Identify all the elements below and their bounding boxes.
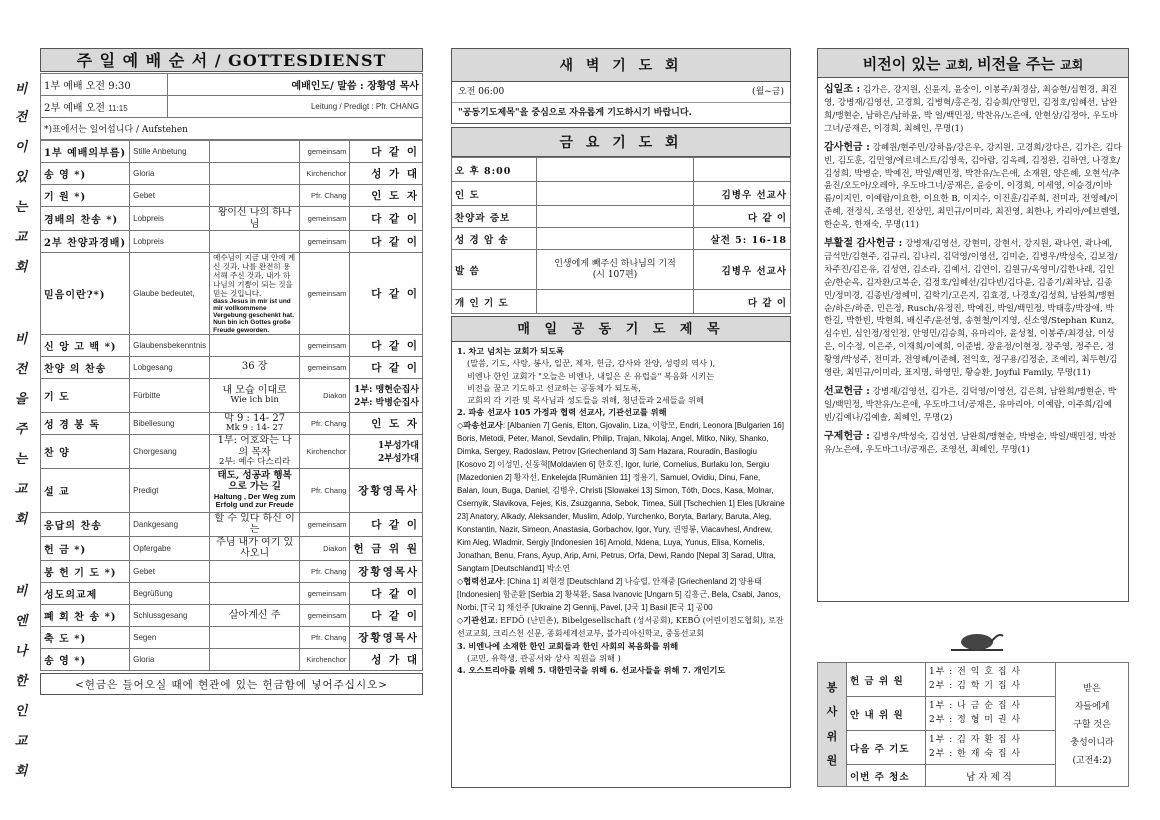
order-item-detail-2: 2부: 예수 다스리라 xyxy=(219,457,291,468)
order-item-ko: 경배의 찬송 *) xyxy=(41,207,130,231)
offering-list-box xyxy=(817,78,1129,602)
side-char: 회 xyxy=(14,764,28,779)
order-item-detail-2: Haltung , Der Weg zum Erfolg und zur Freude xyxy=(213,491,296,510)
order-item-leader: 다 같 이 xyxy=(371,146,419,158)
dawn-note: "공동기도제목"을 중심으로 자유롭게 기도하시기 바랍니다. xyxy=(458,108,692,118)
partner-label: ◇협력선교사 xyxy=(457,575,503,586)
service-verse-line: (고전4:2) xyxy=(1072,755,1112,766)
friday-leader: 김병우 선교사 xyxy=(694,182,791,206)
order-item-who: gemeinsam xyxy=(300,334,350,356)
side-char: 회 xyxy=(14,512,28,527)
order-item-de: Lobpreis xyxy=(130,231,210,253)
service-times xyxy=(40,73,423,140)
creed-ko: 예수님이 지금 내 안에 계신 것과, 나를 완전히 용서해 주신 것과, 내가 하나님의 기쁨이 되는 것을 믿는 것입니다. xyxy=(213,253,296,298)
order-item-detail-2: Mk 9 : 14- 27 xyxy=(225,423,284,434)
organization-label: ◇기관선교 xyxy=(457,614,495,625)
order-item-who: Pfr. Chang xyxy=(300,626,350,648)
order-item-ko: 성도의교제 xyxy=(41,582,130,604)
organization-missions xyxy=(457,614,785,640)
service-duty-1: 1부 : 나 금 순 집 사 xyxy=(929,701,1022,711)
offering-section-head: 선교헌금 : xyxy=(824,385,870,397)
friday-row xyxy=(452,250,791,290)
worship-order-title: 주 일 예 배 순 서 / GOTTESDIENST xyxy=(40,48,423,72)
order-item-leader: 다 같 이 xyxy=(371,609,419,622)
order-row xyxy=(41,356,423,378)
prayer-item-1-lines xyxy=(457,357,785,406)
side-char: 전 xyxy=(14,362,28,377)
prayer-line: 비엔나 한인 교회가 "오늘은 비엔나, 내일은 온 유럽을" 복음화 시키는 xyxy=(467,370,715,381)
dispatched-label: ◇파송선교사 xyxy=(457,419,503,430)
order-item-detail: 할 수 있다 하신 이는 xyxy=(214,512,295,536)
order-item-who: gemeinsam xyxy=(300,231,350,253)
order-item-de: Fürbitte xyxy=(130,378,210,412)
service-duty-1: 1부 : 전 익 호 집 사 xyxy=(929,667,1022,677)
order-item-detail: 살아계신 주 xyxy=(228,609,281,621)
service-duty-1: 1부 : 김 자 환 집 사 xyxy=(929,735,1022,745)
friday-row xyxy=(452,206,791,228)
side-char: 교 xyxy=(14,230,28,245)
order-item-leader: 다 같 이 xyxy=(371,236,419,248)
partner-list: : [China 1] 최현경 [Deutschland 2] 나승렬, 안재중 [Griechenland 2] 양용태[Indonesien] 함준환 [Serbia 2] 황북환, Sasa Ivanovic [Ungarn 5] 김흥근, Bela, Csabi, Janos, Norbi, [T국 1] 채선주 [Ukraine 2] Gennij, Pavel, [J국 1] Basil [E국 1] 공00 xyxy=(457,576,781,612)
vision-title xyxy=(817,48,1129,78)
order-item-leader: 인 도 자 xyxy=(371,190,419,202)
side-char: 비 xyxy=(14,332,28,347)
side-char: 있 xyxy=(14,170,28,185)
dispatched-list: : [Albanien 7] Genis, Elton, Gjovalin, Liza, 이향모, Endri, Leonora [Bulgarien 16] Boris, Metodi, Peter, Manol, Sevdalin, Philip, Trajan, Nikolaj, Angel, Mitko, Niky, Shanko, Dimka, Sergey, Radoslaw, Petrov [Griechenland 3] Sam Hazara, Rouradin, Basilogiu [Kosovo 2] 이성민, 신동혁[Moldavien 6] 한호진, Igor, Iurie, Cornelius, Burlaku Ion, Sergiu [Mazedonien 2] 황자선, Enkelejda [Rumänien 11] 정용기, Samuel, Ovidiu, Dinu, Fane, Balan, Ioun, Buga, Daniel, 김병우, Christi [Slowakei 13] Simon, Tóth, Docs, Kasa, Molnar, Csernyik, Slavikova, Fejes, Kis, Zsuzganna, Sebok, Timea, Süll [Tschechien 1] Eles [Ukraine 23] Anatory, Alkady, Aleksander, Muslim, Adolp, Yurchenko, Boryta, Barlary, Baruta, Aleg, Konstantin, Nazir, Simeon, Anastasia, Gorbachov, Igor, Yury, 권영봉, Viacavhesl, Andrew, Kim Aleg, Wladmir, Sergiy [Indonesien 16] Arnold, Ndena, Luya, Yunus, Elisa, Kornelis, Jonathan, Benu, Frans, Ayup, Arip, Arni, Petrus, Orfa, Dewi, Rando [Nepal 3] Sarad, Ultra, Sangtam [Deutschland1] 박소연 xyxy=(457,420,785,573)
order-item-de: Gebet xyxy=(130,560,210,582)
order-item-ko: 폐 회 찬 송 *) xyxy=(41,604,130,626)
friday-leader: 다 같 이 xyxy=(694,290,791,314)
order-item-de: Segen xyxy=(130,626,210,648)
order-item-ko: 봉 헌 기 도 *) xyxy=(41,560,130,582)
order-item-ko: 기 도 xyxy=(41,378,130,412)
friday-leader xyxy=(694,158,791,182)
order-item-who: gemeinsam xyxy=(300,512,350,536)
friday-detail: 인생에게 빼주신 하나님의 기적 xyxy=(554,259,676,270)
friday-label: 인 도 xyxy=(452,182,537,206)
prayer-line: 비전을 꿈고 기도하고 선교하는 공동체가 되도록, xyxy=(467,382,641,393)
prayer-item-2: 2. 파송 선교사 105 가정과 협력 선교사, 기관선교를 위해 xyxy=(457,407,667,418)
side-char: 는 xyxy=(14,452,28,467)
order-item-de: Gebet xyxy=(130,185,210,207)
order-item-de: Lobgesang xyxy=(130,356,210,378)
offering-section-head: 부활절 감사헌금 : xyxy=(824,238,903,250)
order-item-de: Schlussgesang xyxy=(130,604,210,626)
order-item-who: Diakon xyxy=(300,536,350,560)
service-committee-table xyxy=(817,662,1129,787)
order-item-de: Chorgesang xyxy=(130,434,210,468)
order-item-leader: 다 같 이 xyxy=(371,361,419,374)
service-verse-line: 자들에게 xyxy=(1074,701,1110,712)
order-row xyxy=(41,253,423,335)
prayer-line: (말씀, 기도, 사랑, 봉사, 일꾼, 제자, 헌금, 감사와 찬양, 성령의 역사 ), xyxy=(467,358,716,369)
service-duty-2: 2부 : 김 학 기 집 사 xyxy=(929,680,1022,691)
order-item-who: gemeinsam xyxy=(300,582,350,604)
order-item-de: Opfergabe xyxy=(130,536,210,560)
side-char: 비 xyxy=(14,584,28,599)
order-row xyxy=(41,536,423,560)
dispatched-missionaries xyxy=(457,419,785,575)
order-row xyxy=(41,468,423,512)
service-label: 안 내 위 원 xyxy=(847,697,926,731)
order-item-detail: 내 모습 이대로 xyxy=(222,384,287,396)
friday-prayer-title: 금 요 기 도 회 xyxy=(451,127,791,157)
side-char: 한 xyxy=(14,674,28,689)
friday-row xyxy=(452,182,791,206)
friday-detail-2: (시 107편) xyxy=(592,269,638,280)
worship-order xyxy=(40,48,423,695)
order-item-who: Pfr. Chang xyxy=(300,468,350,512)
service2-info: Leitung / Predigt : Pfr. CHANG xyxy=(168,96,423,118)
order-item-ko: 1부 예배의부름) xyxy=(41,141,130,163)
prayer-item-1: 1. 차고 넘치는 교회가 되도록 xyxy=(457,346,564,356)
prayer-item-3: 3. 비엔나에 소재한 한인 교회들과 한인 사회의 복음화를 위해 xyxy=(457,640,679,651)
side-char: 이 xyxy=(14,140,28,155)
service-row xyxy=(818,663,1129,697)
service1-label: 1부 예배 오전 xyxy=(44,81,106,92)
service-duty: 남자제직 xyxy=(926,765,1056,787)
service2-label: 2부 예배 오전 xyxy=(44,103,106,114)
dawn-prayer-title: 새 벽 기 도 회 xyxy=(451,48,791,82)
order-item-who: Diakon xyxy=(300,378,350,412)
side-char: 는 xyxy=(14,200,28,215)
order-item-leader: 헌 금 위 원 xyxy=(353,542,419,555)
dawn-time: 오전 06:00 xyxy=(458,87,505,97)
order-item-leader: 다 같 이 xyxy=(371,518,419,531)
order-row xyxy=(41,185,423,207)
order-item-ko: 송 영 *) xyxy=(41,163,130,185)
side-char: 엔 xyxy=(14,614,28,629)
order-item-leader: 장황영목사 xyxy=(358,631,419,644)
offering-section xyxy=(824,236,1122,380)
friday-leader: 김병우 선교사 xyxy=(694,250,791,290)
vision-title-a: 비전이 있는 xyxy=(862,55,946,73)
order-item-de: Begrüßung xyxy=(130,582,210,604)
order-item-leader-2: 2부: 박병순집사 xyxy=(354,398,419,409)
order-item-ko: 축 도 *) xyxy=(41,626,130,648)
order-item-who: Pfr. Chang xyxy=(300,412,350,434)
service2-time: 11:15 xyxy=(108,104,128,113)
order-item-detail-2: Wie ich bin xyxy=(230,395,279,406)
offering-section xyxy=(824,140,1122,232)
order-item-leader: 인 도 자 xyxy=(371,417,419,430)
service1-info: 예배인도/ 말씀 : 장황영 목사 xyxy=(168,74,423,96)
service-side-char: 사 xyxy=(826,705,838,719)
order-row xyxy=(41,412,423,434)
order-row xyxy=(41,626,423,648)
service-verse-line: 구할 것은 xyxy=(1073,719,1111,730)
offering-section-names: 강병재/김영선, 강현미, 강현서, 강지원, 곽나연, 곽나예, 금석만/김현주, 김규리, 김나리, 김덕영/이영선, 김미순, 김병우/박성숙, 김보정/차주진/김은유, 김성연, 김소라, 김예서, 김연이, 김원규/옥영미/김한나래, 김인순/한순옥, 김자환/고북순, 김정호/임혜선/김다빈/김다윤, 김종기/최차남, 김종민/정미경, 김종빈/정혜미, 김학기/고은지, 김효경, 나경호/김성희, 남완희/맹현순/하은/하준, 민은정, Rusch/유정진, 박예진, 박일/백민정, 박태홍/박장애, 박한길, 박한빈, 박현희, 배신주/윤선영, 송현철/이지영, 신소영/Stephan Kunz, 심수빈, 심인정/정인정, 안영민/김승희, 유마리아, 윤성철, 이봉주/최경삼, 이성은, 이수정, 이은주, 이재희/이예희, 이준범, 장윤정/이현정, 장주영, 정주은, 정황영/박성주, 전미과, 전영혜/이준혜, 전익호, 정구용/김정순, 조예리, 최두현/김영란, 최민규/이미라, 표지명, 하영민, 황승환, Joyful Family, 무명(11) xyxy=(824,239,1118,379)
order-item-de: Stille Anbetung xyxy=(130,141,210,163)
order-row xyxy=(41,434,423,468)
order-item-ko: 찬 양 xyxy=(41,434,130,468)
offering-section xyxy=(824,429,1122,457)
service-label: 다음 주 기도 xyxy=(847,731,926,765)
order-item-de: Glaubensbekenntnis xyxy=(130,334,210,356)
friday-row xyxy=(452,228,791,250)
service-side-char: 봉 xyxy=(826,681,838,695)
order-row xyxy=(41,231,423,253)
order-row xyxy=(41,378,423,412)
prayer-item-3-sub: (교민, 유학생, 관공서와 상사 직원을 위해 ) xyxy=(467,653,621,664)
order-item-de: Bibellesung xyxy=(130,412,210,434)
vision-title-c: 비전을 주는 xyxy=(977,55,1061,73)
friday-label: 찬양과 증보 xyxy=(452,206,537,228)
side-char: 나 xyxy=(14,644,28,659)
order-item-leader: 다 같 이 xyxy=(371,339,419,352)
friday-leader: 다 같 이 xyxy=(694,206,791,228)
order-row xyxy=(41,582,423,604)
offering-section-head: 십일조 : xyxy=(824,84,861,95)
order-item-who: Kirchenchor xyxy=(300,434,350,468)
order-item-ko: 송 영 *) xyxy=(41,648,130,670)
order-item-detail: 주님 내가 여기 있사오니 xyxy=(216,536,294,560)
order-item-who: Kirchenchor xyxy=(300,163,350,185)
order-item-de: Dankgesang xyxy=(130,512,210,536)
order-item-who: Kirchenchor xyxy=(300,648,350,670)
order-item-leader-2: 2부성가대 xyxy=(377,454,419,465)
order-item-who: gemeinsam xyxy=(300,207,350,231)
order-item-ko: 찬양 의 찬송 xyxy=(41,356,130,378)
order-item-who: Pfr. Chang xyxy=(300,560,350,582)
prayer-line: 교회의 각 기관 및 목사님과 성도들을 위해, 청년들과 2세들을 위해 xyxy=(467,395,704,406)
order-row xyxy=(41,163,423,185)
vision-title-d: 교회 xyxy=(1060,58,1084,72)
order-row xyxy=(41,648,423,670)
order-item-leader: 성 가 대 xyxy=(371,168,419,180)
order-item-leader: 1부성가대 xyxy=(377,441,419,452)
side-char: 전 xyxy=(14,110,28,125)
friday-leader: 살전 5: 16-18 xyxy=(694,228,791,250)
offering-section-names: 김가은, 강지원, 신윤지, 윤숭이, 이봉주/최경삼, 최승현/심현경, 최진영, 강병재/김영선, 고경희, 김병혁/홍은정, 김승희/안명민, 김정호/임혜선, 남완희/맹현순, 남하은/남하윤, 박 얼/백민정, 박찬유/노은애, 안현상/김정아, 우도바그너/공재은, 이경희, 최혜인, 무명(1) xyxy=(824,85,1118,134)
order-item-leader: 다 같 이 xyxy=(371,287,419,300)
stand-note: *)표에서는 일어섭니다 / Aufstehen xyxy=(41,118,423,140)
order-item-ko: 설 교 xyxy=(41,468,130,512)
friday-prayer-table xyxy=(451,157,791,314)
organization-list: : EFDÖ (난민촌), Bibelgesellschaft (성서공회), KEBÖ (어린이전도협회), 로잔선교교회, 크리스천 신문, 종회세계선교부, 블가리아신학교, 중동선교회 xyxy=(457,615,784,638)
order-item-ko: 성 경 봉 독 xyxy=(41,412,130,434)
friday-label: 개 인 기 도 xyxy=(452,290,537,314)
dawn-prayer-box xyxy=(451,82,791,124)
friday-label: 성 경 암 송 xyxy=(452,228,537,250)
service1-time: 9:30 xyxy=(108,81,131,92)
order-item-who: gemeinsam xyxy=(300,141,350,163)
order-item-detail: 1부: 어호와는 나의 목자 xyxy=(217,435,292,458)
service-label: 헌 금 위 원 xyxy=(847,663,926,697)
service-verse-line: 충성이니라 xyxy=(1070,737,1114,748)
side-char: 을 xyxy=(14,392,28,407)
daily-prayer-title: 매 일 공 동 기 도 제 목 xyxy=(451,316,791,342)
order-item-leader: 장황영목사 xyxy=(358,565,419,578)
side-char: 인 xyxy=(14,704,28,719)
order-item-who: gemeinsam xyxy=(300,604,350,626)
daily-prayer-box xyxy=(451,342,791,788)
order-item-who: gemeinsam xyxy=(300,356,350,378)
offering-section-names: 강혜원/현주민/강하음/강은우, 강지원, 고경희/강다은, 김가은, 김다빈, 김도훈, 김민영/에르네스트/김영욱, 김아람, 김옥례, 김정완, 김하연, 나경호/김성희, 박병순, 박예진, 박일/백민정, 박찬유/노은애, 소재원, 양은혜, 오현석/추윤진/오도아/오레아, 우도바그너/공재은, 윤숭이, 이경희, 이세영, 이승경/이바름/이지민, 이예람/이요한, 이요한 B, 이지수, 이진훈/김주희, 전미과, 전영혜/이준혜, 전정식, 조영선, 진상민, 최민규/이미라, 최진영, 최한나, 카리아/에브렌엘, 한순옥, 한재숙, 무명(11) xyxy=(824,142,1122,231)
friday-label: 발 씀 xyxy=(452,250,537,290)
friday-row xyxy=(452,290,791,314)
order-item-leader: 다 같 이 xyxy=(371,213,419,225)
offering-section-head: 감사헌금 : xyxy=(824,141,870,153)
worship-order-table xyxy=(40,140,423,671)
order-item-leader: 장황영목사 xyxy=(358,484,419,497)
offering-section-names: 강병재/김영선, 김가은, 김덕영/이영선, 김은희, 남완희/맹현순, 박일/백민정, 박찬유/노은애, 우도바그너/공재은, 유마리아, 이예람, 이주희/김예빈/김예나/김예솔, 최혜인, 무명(2) xyxy=(824,386,1117,423)
order-item-who: gemeinsam xyxy=(300,253,350,335)
order-row xyxy=(41,141,423,163)
order-row xyxy=(41,512,423,536)
side-char: 회 xyxy=(14,260,28,275)
order-item-detail: 막 9 : 14- 27 xyxy=(224,412,286,424)
offering-section xyxy=(824,384,1122,425)
side-char: 교 xyxy=(14,734,28,749)
order-item-leader: 다 같 이 xyxy=(371,587,419,600)
vision-title-b: 교회, xyxy=(945,58,978,72)
order-row xyxy=(41,604,423,626)
service-duty-2: 2부 : 정 형 미 권 사 xyxy=(929,714,1022,725)
order-item-ko: 믿음이란?*) xyxy=(41,253,130,335)
order-item-de: Gloria xyxy=(130,648,210,670)
prayer-items-4-7: 4. 오스트리아를 위해 5. 대한민국을 위해 6. 선교사들을 위해 7. 개인기도 xyxy=(457,665,726,676)
service-side-char: 원 xyxy=(826,753,838,767)
snail-ornament xyxy=(817,602,1129,662)
order-item-leader: 성 가 대 xyxy=(371,653,419,666)
dawn-days: (월~금) xyxy=(752,87,784,97)
order-item-de: Glaube bedeutet, xyxy=(130,253,210,335)
order-item-detail: 36 장 xyxy=(241,361,268,373)
order-row xyxy=(41,560,423,582)
service-label: 이번 주 청소 xyxy=(847,765,926,787)
order-item-who: Pfr. Chang xyxy=(300,185,350,207)
order-item-detail: 태도, 성공과 행복으로 가는 길 xyxy=(217,469,292,492)
order-item-de: Gloria xyxy=(130,163,210,185)
service-verse-line: 받은 xyxy=(1083,683,1101,694)
order-item-de: Predigt xyxy=(130,468,210,512)
offering-section-head: 구제헌금 : xyxy=(824,430,870,442)
order-item-ko: 응답의 찬송 xyxy=(41,512,130,536)
order-row xyxy=(41,207,423,231)
offering-section xyxy=(824,82,1122,136)
side-char: 비 xyxy=(14,82,28,97)
service-duty-2: 2부 : 한 재 숙 집 사 xyxy=(929,748,1022,759)
offering-column xyxy=(817,48,1129,787)
snail-ornament-icon xyxy=(947,624,1007,654)
side-char: 주 xyxy=(14,422,28,437)
order-item-ko: 2부 찬양과경배) xyxy=(41,231,130,253)
order-item-ko: 신 앙 고 백 *) xyxy=(41,334,130,356)
offering-footer-note: <헌금은 들어오실 때에 현관에 있는 헌금함에 넣어주십시오> xyxy=(40,673,423,695)
service-side-char: 위 xyxy=(826,729,838,743)
order-item-ko: 기 원 *) xyxy=(41,185,130,207)
friday-row xyxy=(452,158,791,182)
offering-section-names: 김병우/박성숙, 김성연, 남완희/맹현순, 박병순, 박일/백민정, 박찬유/노은애, 우도바그너/공재은, 조영선, 최혜인, 무명(1) xyxy=(824,431,1117,455)
order-item-leader: 1부: 맹현순집사 xyxy=(354,385,419,396)
prayer-column xyxy=(451,48,791,788)
side-char: 교 xyxy=(14,482,28,497)
order-item-ko: 헌 금 *) xyxy=(41,536,130,560)
creed-de: dass Jesus in mir ist und mir vollkommene Vergebung geschenkt hat. Nun bin ich Gottes große Freude geworden. xyxy=(213,298,295,334)
friday-label: 오 후 8:00 xyxy=(452,158,537,182)
order-item-de: Lobpreis xyxy=(130,207,210,231)
order-item-detail: 왕이신 나의 하나님 xyxy=(217,207,292,230)
partner-missionaries xyxy=(457,575,785,614)
order-row xyxy=(41,334,423,356)
